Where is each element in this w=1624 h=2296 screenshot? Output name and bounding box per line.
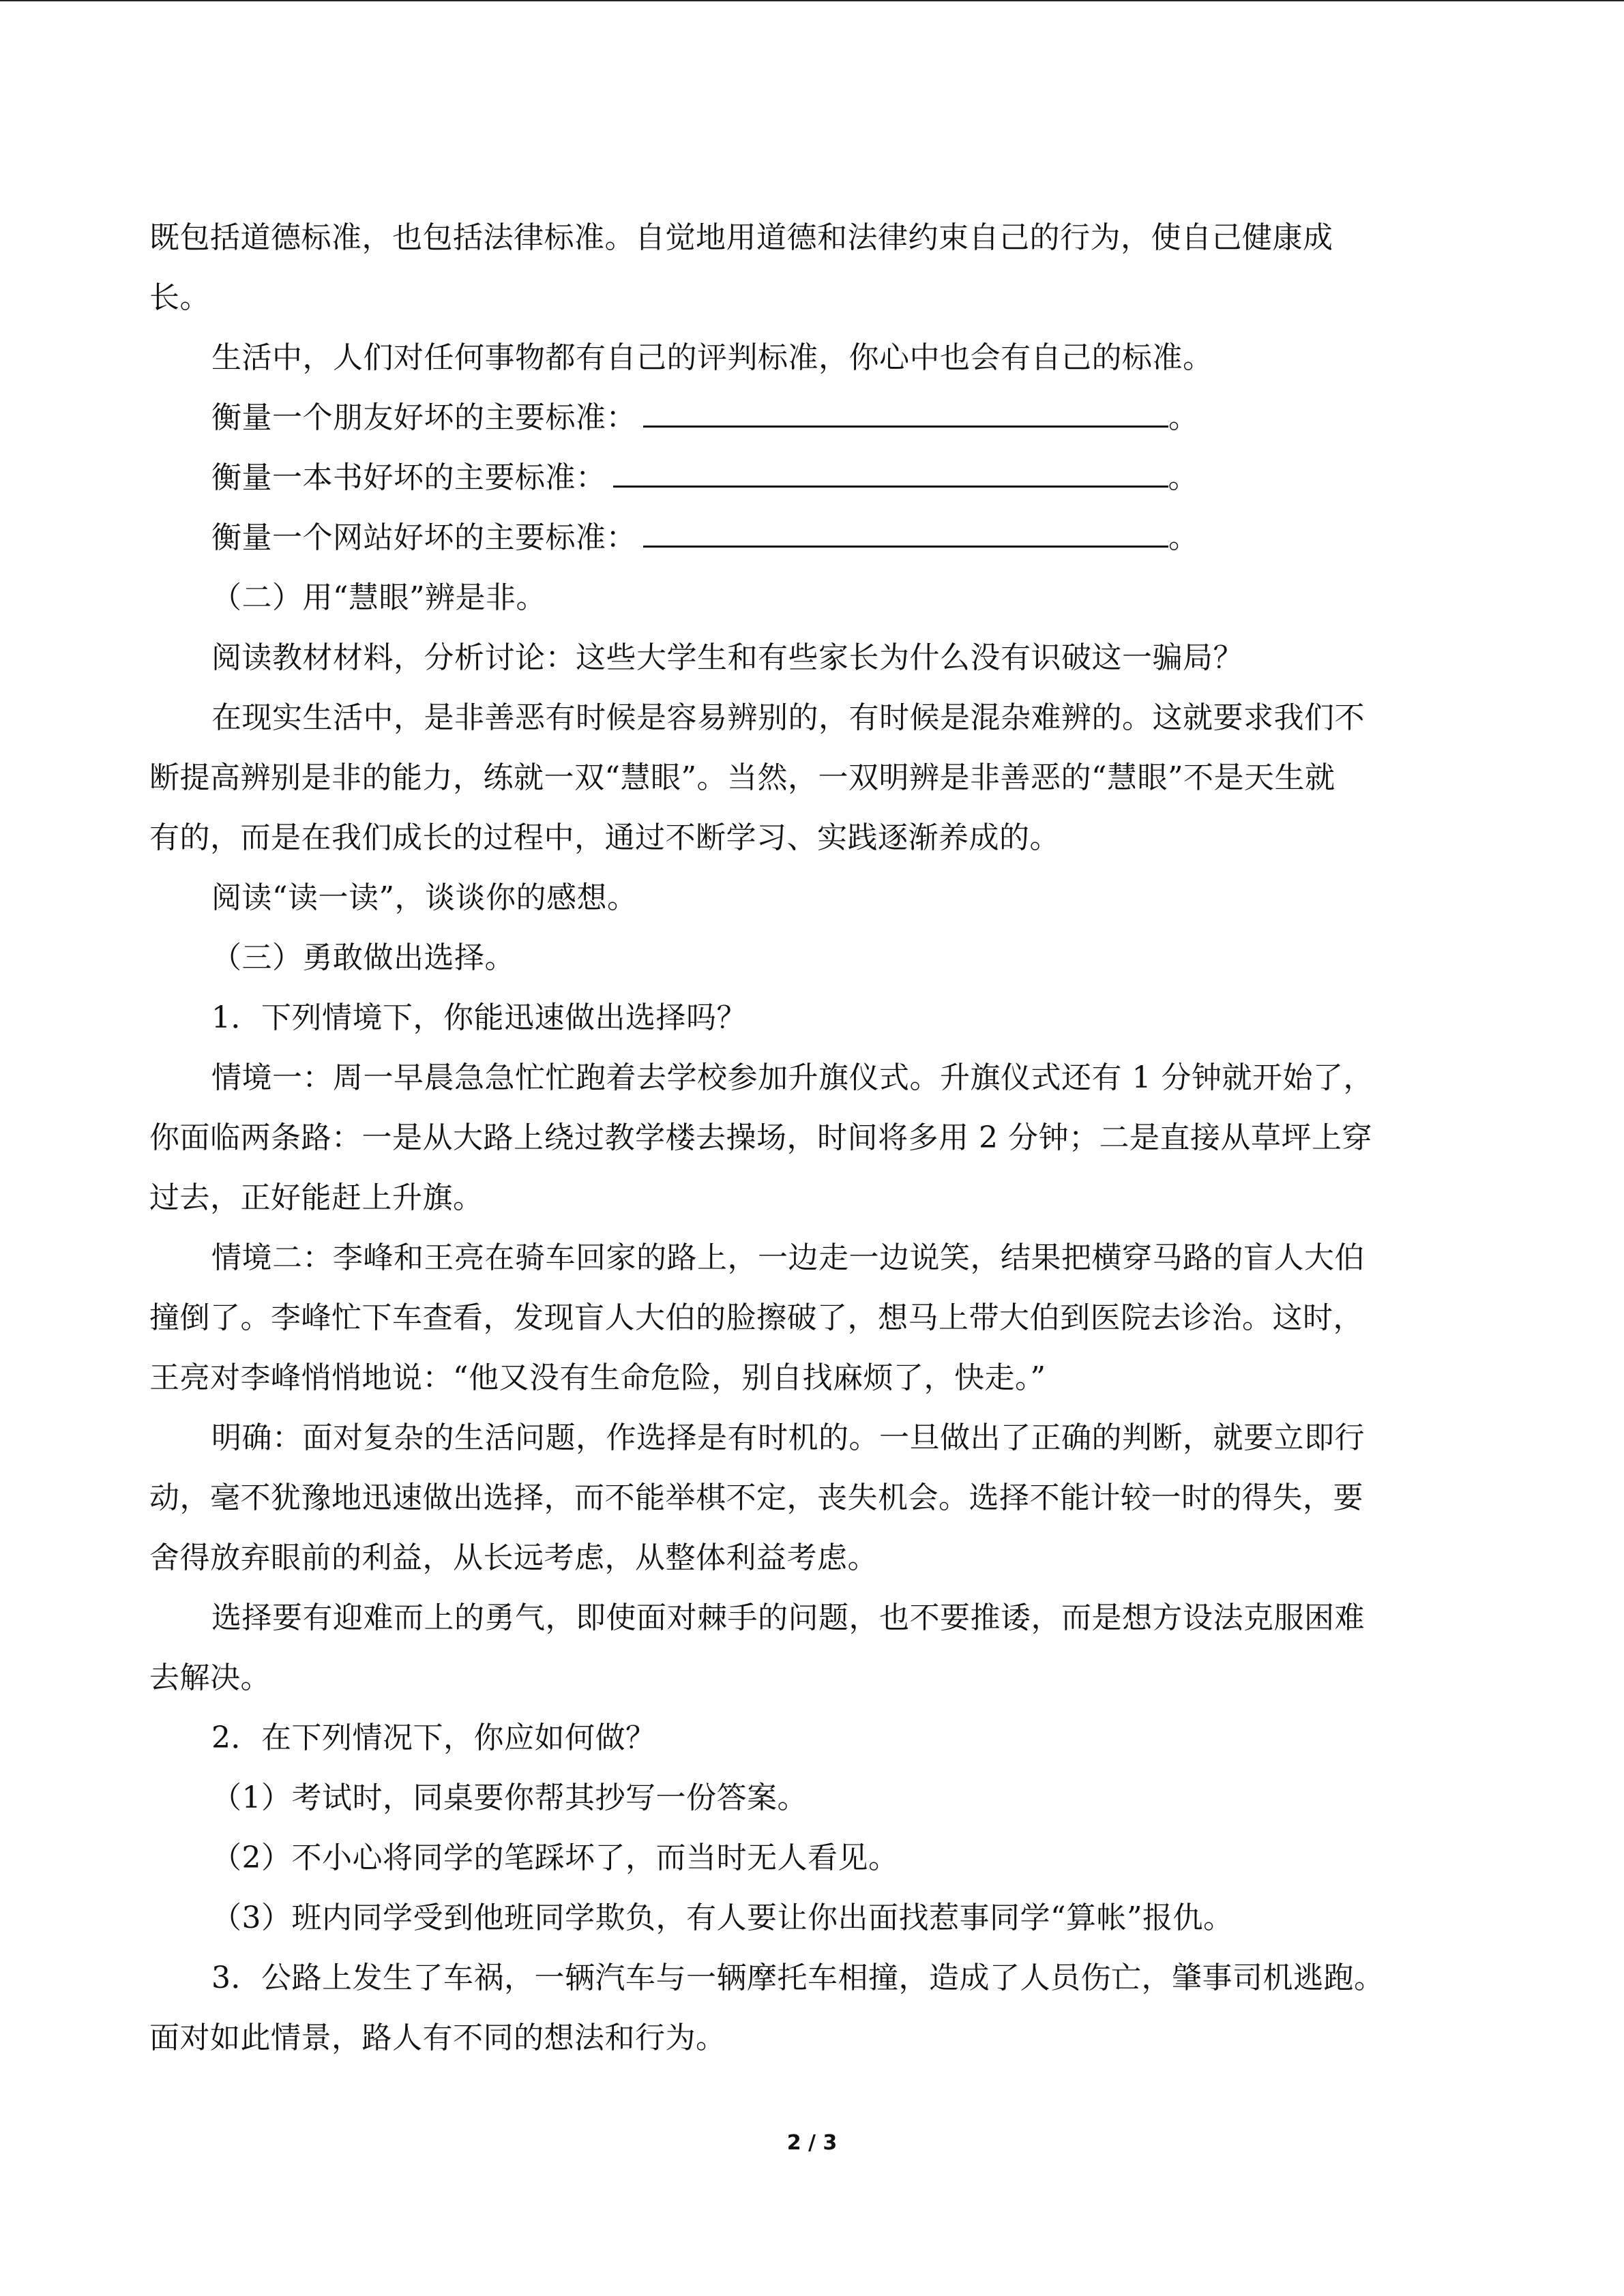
paragraph-line: 撞倒了。李峰忙下车查看，发现盲人大伯的脸擦破了，想马上带大伯到医院去诊治。这时， (149, 1300, 1363, 1335)
paragraph-line: 舍得放弃眼前的利益，从长远考虑，从整体利益考虑。 (149, 1540, 878, 1575)
paragraph-line: 生活中，人们对任何事物都有自己的评判标准，你心中也会有自己的标准。 (211, 340, 1213, 375)
section-heading: （二）用“慧眼”辨是非。 (211, 580, 546, 615)
paragraph-line: 断提高辨别是非的能力，练就一双“慧眼”。当然，一双明辨是非善恶的“慧眼”不是天生就 (149, 760, 1335, 795)
paragraph-line: 在现实生活中，是非善恶有时候是容易辨别的，有时候是混杂难辨的。这就要求我们不 (211, 700, 1365, 735)
question-line: 3．公路上发生了车祸，一辆汽车与一辆摩托车相撞，造成了人员伤亡，肇事司机逃跑。 (211, 1960, 1385, 1995)
paragraph-line: 动，毫不犹豫地迅速做出选择，而不能举棋不定，丧失机会。选择不能计较一时的得失，要 (149, 1480, 1363, 1515)
friend-standard-label: 衡量一个朋友好坏的主要标准： (211, 400, 636, 435)
friend-standard-line (149, 388, 1486, 448)
paragraph-line: 既包括道德标准，也包括法律标准。自觉地用道德和法律约束自己的行为，使自己健康成 (149, 220, 1333, 255)
question-line: 1．下列情境下，你能迅速做出选择吗？ (211, 1000, 747, 1035)
paragraph-line: 选择要有迎难而上的勇气，即使面对棘手的问题，也不要推诿，而是想方设法克服困难 (211, 1600, 1365, 1635)
list-item: （2）不小心将同学的笔踩坏了，而当时无人看见。 (211, 1840, 899, 1875)
paragraph-line: 过去，正好能赶上升旗。 (149, 1180, 484, 1215)
section-heading: （三）勇敢做出选择。 (211, 940, 515, 975)
paragraph-line: 阅读“读一读”，谈谈你的感想。 (211, 880, 638, 915)
paragraph-line: 面对如此情景，路人有不同的想法和行为。 (149, 2021, 726, 2055)
paragraph-line: 有的，而是在我们成长的过程中，通过不断学习、实践逐渐养成的。 (149, 820, 1060, 855)
book-standard-label: 衡量一本书好坏的主要标准： (211, 460, 606, 495)
website-standard-blank[interactable] (643, 518, 1168, 548)
website-standard-line (149, 508, 1486, 568)
paragraph-line: 情境一：周一早晨急急忙忙跑着去学校参加升旗仪式。升旗仪式还有 1 分钟就开始了， (211, 1060, 1374, 1095)
paragraph-line: 阅读教材材料，分析讨论：这些大学生和有些家长为什么没有识破这一骗局？ (211, 640, 1243, 675)
paragraph-line: 长。 (149, 280, 210, 315)
period: 。 (1168, 400, 1199, 435)
paragraph-line: 王亮对李峰悄悄地说：“他又没有生命危险，别自找麻烦了，快走。” (149, 1360, 1046, 1395)
paragraph-line: 你面临两条路：一是从大路上绕过教学楼去操场，时间将多用 2 分钟；二是直接从草坪上穿 (149, 1120, 1372, 1155)
paragraph-line: 去解决。 (149, 1660, 271, 1695)
period: 。 (1168, 460, 1198, 495)
document-body (149, 208, 1486, 2068)
top-rule (0, 0, 1624, 1)
paragraph-line: 情境二：李峰和王亮在骑车回家的路上，一边走一边说笑，结果把横穿马路的盲人大伯 (211, 1240, 1365, 1275)
book-standard-blank[interactable] (613, 458, 1168, 488)
list-item: （3）班内同学受到他班同学欺负，有人要让你出面找惹事同学“算帐”报仇。 (211, 1900, 1234, 1935)
website-standard-label: 衡量一个网站好坏的主要标准： (211, 520, 636, 555)
question-line: 2．在下列情况下，你应如何做？ (211, 1720, 656, 1755)
period: 。 (1168, 520, 1199, 555)
book-standard-line (149, 448, 1486, 508)
paragraph-line: 明确：面对复杂的生活问题，作选择是有时机的。一旦做出了正确的判断，就要立即行 (211, 1420, 1365, 1455)
list-item: （1）考试时，同桌要你帮其抄写一份答案。 (211, 1780, 808, 1815)
page-number: 2 / 3 (786, 2131, 838, 2155)
friend-standard-blank[interactable] (643, 398, 1168, 428)
